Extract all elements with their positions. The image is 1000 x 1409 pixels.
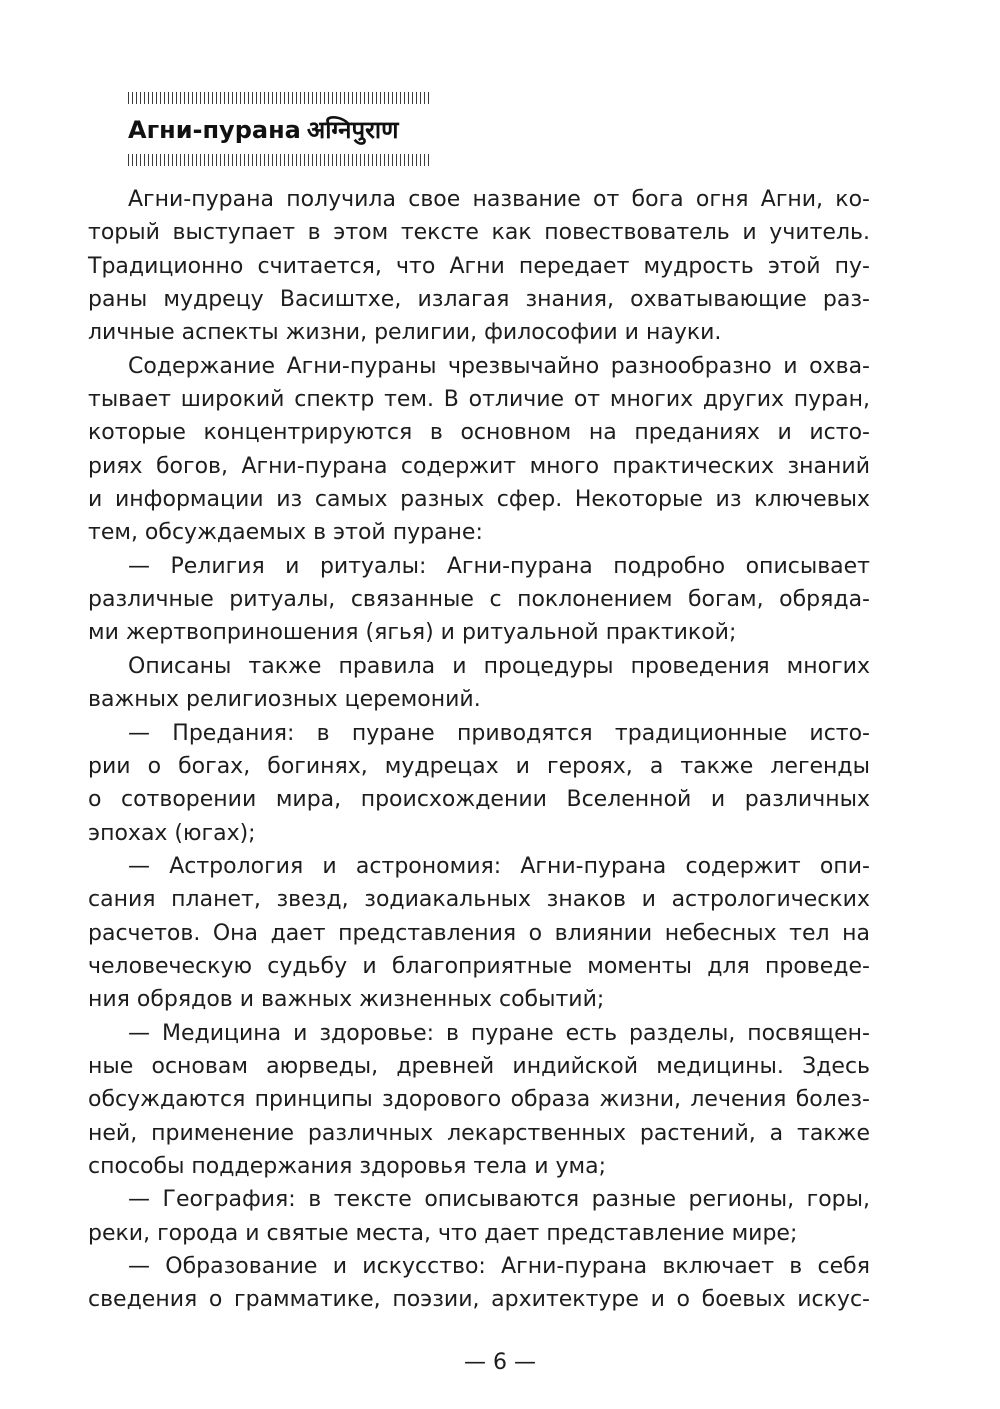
text-line: — Астрология и астрономия: Агни-пурана содержит опи- xyxy=(128,853,870,879)
paragraph xyxy=(88,850,870,1017)
text-line: риях богов, Агни-пурана содержит много практических знаний xyxy=(88,453,870,479)
text-line: эпохах (югах); xyxy=(88,820,256,846)
text-line: личные аспекты жизни, религии, философии и науки. xyxy=(88,320,722,346)
text-line: Содержание Агни-пураны чрезвычайно разнообразно и охва- xyxy=(128,353,870,379)
page-number: — 6 — xyxy=(464,1350,536,1375)
heading-rule-top xyxy=(128,92,430,104)
text-line: Традиционно считается, что Агни передает мудрость этой пу- xyxy=(88,253,870,279)
text-line: человеческую судьбу и благоприятные моменты для проведе- xyxy=(88,953,870,979)
text-line: ные основам аюрведы, древней индийской медицины. Здесь xyxy=(88,1053,870,1079)
paragraph xyxy=(88,550,870,650)
text-line: расчетов. Она дает представления о влиянии небесных тел на xyxy=(88,920,870,946)
body-text xyxy=(88,183,870,1317)
text-line: — Предания: в пуране приводятся традиционные исто- xyxy=(128,720,870,746)
text-line: тем, обсуждаемых в этой пуране: xyxy=(88,520,483,546)
text-line: различные ритуалы, связанные с поклонением богам, обряда- xyxy=(88,587,870,613)
text-line: способы поддержания здоровья тела и ума; xyxy=(88,1153,607,1179)
paragraph xyxy=(88,1183,870,1250)
text-line: которые концентрируются в основном на преданиях и исто- xyxy=(88,420,870,446)
heading-rule-bottom xyxy=(128,154,430,166)
paragraph xyxy=(88,183,870,350)
chapter-title-sanskrit: अग्निपुराण xyxy=(306,116,399,144)
text-line: рии о богах, богинях, мудрецах и героях, а также легенды xyxy=(88,753,870,779)
text-line: ния обрядов и важных жизненных событий; xyxy=(88,987,605,1013)
text-line: раны мудрецу Васиштхе, излагая знания, охватывающие раз- xyxy=(88,287,870,313)
text-line: о сотворении мира, происхождении Вселенной и различных xyxy=(88,787,870,813)
paragraph xyxy=(88,1250,870,1317)
text-line: важных религиозных церемоний. xyxy=(88,687,481,713)
text-line: сведения о грамматике, поэзии, архитектуре и о боевых искус- xyxy=(88,1287,870,1313)
paragraph xyxy=(88,717,870,850)
text-line: — Религия и ритуалы: Агни-пурана подробно описывает xyxy=(128,553,870,579)
paragraph xyxy=(88,350,870,550)
text-line: — Образование и искусство: Агни-пурана включает в себя xyxy=(128,1254,870,1279)
paragraph xyxy=(88,650,870,717)
text-line: и информации из самых разных сфер. Некоторые из ключевых xyxy=(88,487,870,513)
chapter-heading xyxy=(128,114,399,146)
text-line: обсуждаются принципы здорового образа жизни, лечения болез- xyxy=(88,1087,870,1113)
text-line: — География: в тексте описываются разные регионы, горы, xyxy=(128,1187,870,1213)
text-line: Описаны также правила и процедуры проведения многих xyxy=(128,653,870,679)
text-line: Агни-пурана получила свое название от бога огня Агни, ко- xyxy=(128,187,870,212)
text-line: сания планет, звезд, зодиакальных знаков и астрологических xyxy=(88,887,870,913)
text-line: тывает широкий спектр тем. В отличие от многих других пуран, xyxy=(88,387,870,413)
chapter-title: Агни-пурана xyxy=(128,116,301,144)
text-line: торый выступает в этом тексте как повествователь и учитель. xyxy=(88,220,870,246)
text-line: — Медицина и здоровье: в пуране есть разделы, посвящен- xyxy=(128,1020,870,1046)
text-line: реки, города и святые места, что дает представление мире; xyxy=(88,1220,798,1246)
text-line: ней, применение различных лекарственных растений, а также xyxy=(88,1120,870,1146)
text-line: ми жертвоприношения (ягья) и ритуальной практикой; xyxy=(88,620,737,646)
paragraph xyxy=(88,1017,870,1184)
